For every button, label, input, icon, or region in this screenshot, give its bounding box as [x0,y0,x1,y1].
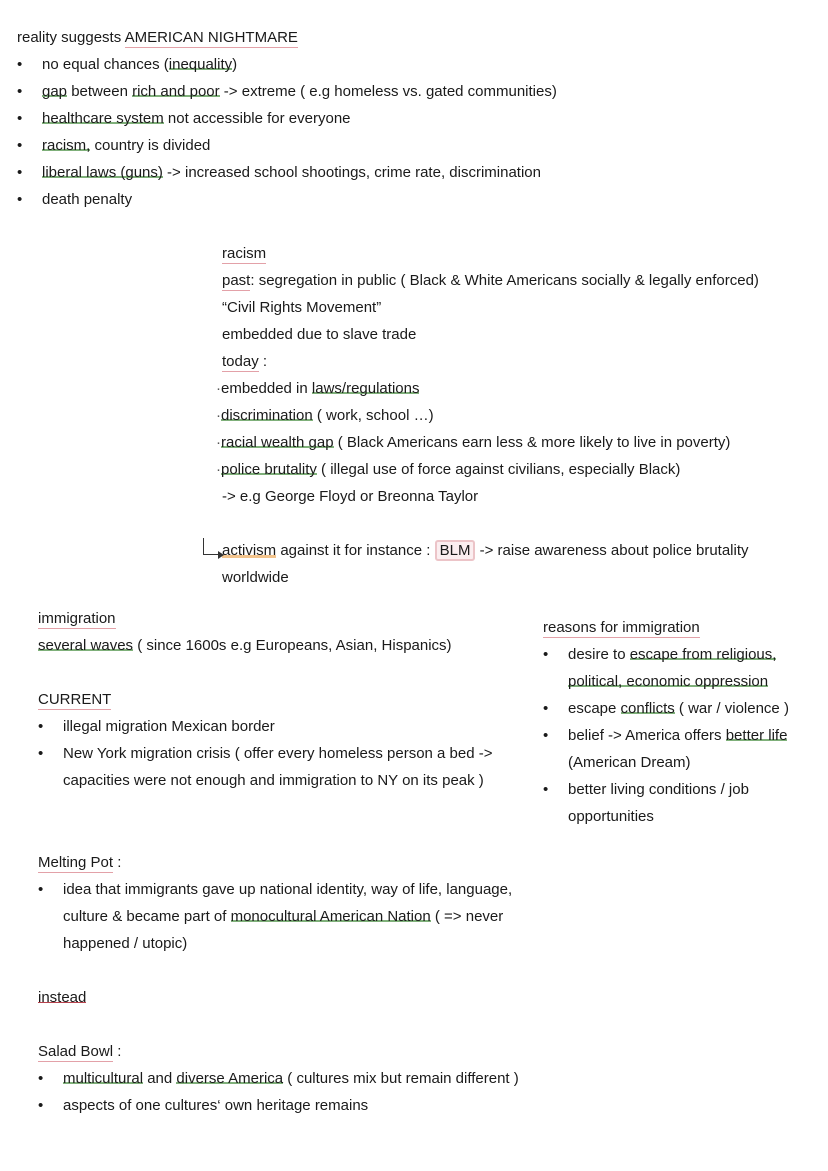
instead-label: instead [38,989,87,1006]
racism-worldwide: worldwide [222,569,289,586]
racism-activism: activism against it for instance : BLM -> raise awareness about police brutality [222,542,749,559]
list-item: • liberal laws (guns) -> increased school shootings, crime rate, discrimination [17,164,541,181]
list-item: ·discrimination ( work, school …) [216,407,434,424]
immigration-title: immigration [38,610,116,627]
list-item: ·racial wealth gap ( Black Americans earn less & more likely to live in poverty) [216,434,731,451]
list-item: • better living conditions / job opportunities [543,781,749,825]
immigration-waves: several waves ( since 1600s e.g Europeans, Asian, Hispanics) [38,637,452,654]
current-title: CURRENT [38,691,112,708]
nightmare-heading: reality suggests AMERICAN NIGHTMARE [17,29,298,46]
melting-pot-title: Melting Pot [38,854,114,871]
list-item: • escape conflicts ( war / violence ) [543,700,789,717]
instead-section [38,984,86,1011]
reasons-section [543,614,803,830]
list-item: • aspects of one cultures‘ own heritage remains [38,1097,369,1114]
racism-past: past: segregation in public ( Black & White Americans socially & legally enforced) [222,272,759,289]
list-item: • gap between rich and poor -> extreme ( e.g homeless vs. gated communities) [17,83,557,100]
list-item: • New York migration crisis ( offer every homeless person a bed -> capacities were not enough and immigration to NY on its peak ) [38,745,493,789]
list-item: • illegal migration Mexican border [38,718,275,735]
salad-bowl-title: Salad Bowl [38,1043,114,1060]
list-item: • death penalty [17,191,133,208]
melting-pot-section: Melting Pot : • idea that immigrants gave up national identity, way of life, language, culture & became part of monocultural American Nation ( => never happened / utopic) [38,849,538,957]
nightmare-title: AMERICAN NIGHTMARE [124,29,298,46]
list-item: • idea that immigrants gave up national identity, way of life, language, culture & became part of monocultural American Nation ( => never happened / utopic) [38,881,513,952]
list-item: • belief -> America offers better life (American Dream) [543,727,788,771]
racism-title: racism [222,245,267,262]
list-item: • healthcare system not accessible for everyone [17,110,351,127]
list-item: • desire to escape from religious, political, economic oppression [543,646,777,690]
list-item: ·police brutality ( illegal use of force against civilians, especially Black) [216,461,681,478]
hook-arrow-icon [203,538,222,555]
racism-crm: “Civil Rights Movement” [222,299,382,316]
racism-example: -> e.g George Floyd or Breonna Taylor [222,488,479,505]
list-item: • racism, country is divided [17,137,211,154]
racism-today: today : [222,353,268,370]
reasons-title: reasons for immigration [543,619,700,636]
immigration-section [38,605,528,794]
salad-bowl-section: Salad Bowl : • multicultural and diverse America ( cultures mix but remain different ) • aspects of one cultures‘ own heritage remains [38,1038,519,1119]
list-item: • multicultural and diverse America ( cultures mix but remain different ) [38,1070,519,1087]
nightmare-section [17,24,557,213]
racism-section [216,240,759,591]
racism-embedded: embedded due to slave trade [222,326,417,343]
list-item: • no equal chances (inequality) [17,56,238,73]
blm-badge: BLM [435,540,476,561]
list-item: ·embedded in laws/regulations [216,380,420,397]
